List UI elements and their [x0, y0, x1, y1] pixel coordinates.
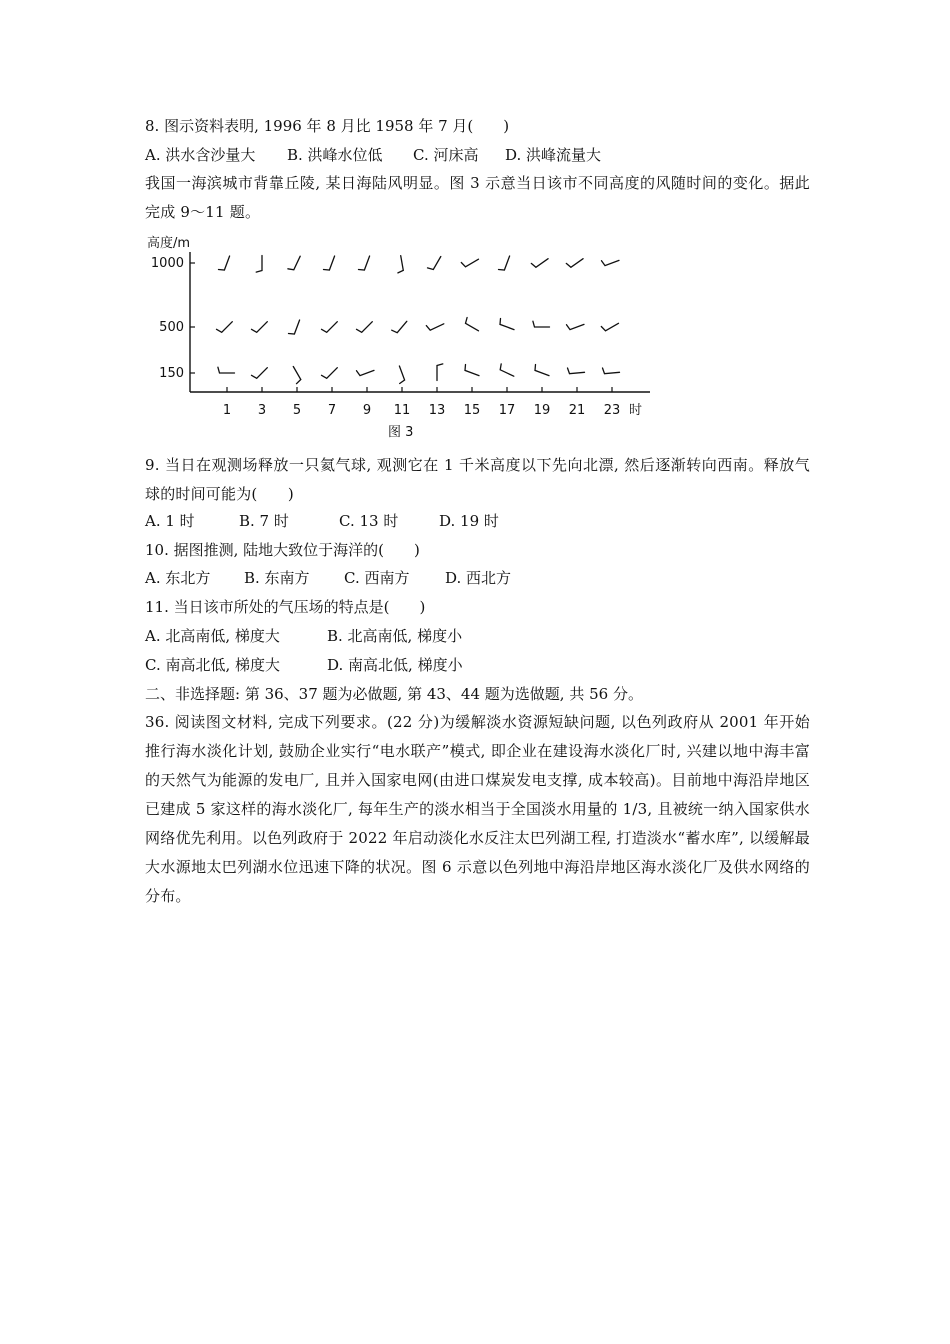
- q11-option-a: A. 北高南低, 梯度大: [145, 627, 280, 645]
- x-tick-label: 3: [257, 403, 267, 418]
- x-axis-unit: 时: [629, 403, 643, 418]
- q10-option-c: C. 西南方: [344, 569, 410, 587]
- wind-barb: [461, 259, 478, 267]
- wind-barb: [601, 323, 618, 331]
- q9-stem: 9. 当日在观测场释放一只氦气球, 观测它在 1 千米高度以下先向北漂, 然后逐渐转向西南。释放气球的时间可能为( ): [145, 456, 810, 503]
- y-tick-label: 150: [159, 366, 184, 381]
- wind-barb: [466, 318, 479, 331]
- wind-barb: [465, 365, 479, 376]
- figure-3-wind-chart: [145, 230, 665, 445]
- wind-barb: [392, 321, 407, 332]
- y-tick-label: 1000: [150, 256, 184, 271]
- q10-option-d: D. 西北方: [445, 569, 512, 587]
- figure-caption: 图 3: [388, 425, 414, 440]
- wind-barb: [531, 259, 548, 268]
- x-tick-label: 21: [568, 403, 586, 418]
- wind-barb: [603, 368, 620, 374]
- x-tick-label: 13: [428, 403, 446, 418]
- wind-barb: [252, 322, 268, 333]
- wind-barb: [219, 256, 230, 270]
- q36-text: 36. 阅读图文材料, 完成下列要求。(22 分)为缓解淡水资源短缺问题, 以色列政府从 2001 年开始推行海水淡化计划, 鼓励企业实行“电水联产”模式, 即企业在建设海水淡化厂时, 兴建以地中海丰富的天然气为能源的发电厂, 且并入国家电网(由进口煤炭发电支撑, 成本较高)。目前地中海沿岸地区已建成 5 家这样的海水淡化厂, 每年生产的淡水相当于全国淡水用量的 1/3, 且被统一纳入国家供水网络优先利用。以色列政府于 2022 年启动淡化水反注太巴列湖工程, 打造淡水“蓄水库”, 以缓解最大水源地太巴列湖水位迅速下降的状况。图 6 示意以色列地中海沿岸地区海水淡化厂及供水网络的分布。: [145, 713, 810, 905]
- q11-options-row1: [145, 626, 462, 646]
- wind-barb: [500, 364, 514, 376]
- q8-stem: 8. 图示资料表明, 1996 年 8 月比 1958 年 7 月( ): [145, 117, 510, 135]
- q10-options: [145, 568, 511, 588]
- q11-stem: 11. 当日该市所处的气压场的特点是( ): [145, 598, 426, 616]
- wind-barb: [533, 321, 550, 327]
- wind-barb: [500, 319, 514, 330]
- wind-barb: [322, 368, 338, 379]
- q8-option-b: B. 洪峰水位低: [287, 146, 383, 164]
- wind-barb: [357, 370, 375, 375]
- x-tick-label: 9: [362, 403, 372, 418]
- wind-barb: [217, 322, 233, 333]
- x-tick-label: 17: [498, 403, 516, 418]
- wind-barb: [568, 368, 585, 374]
- wind-barb: [499, 256, 510, 270]
- y-tick-label: 500: [159, 320, 184, 335]
- wind-barb: [322, 322, 338, 333]
- wind-barb: [398, 256, 403, 273]
- q8-option-a: A. 洪水含沙量大: [145, 146, 256, 164]
- q9-option-a: A. 1 时: [145, 512, 195, 530]
- wind-barb: [218, 367, 235, 373]
- q11-option-d: D. 南高北低, 梯度小: [327, 656, 463, 674]
- wind-barb: [566, 259, 583, 268]
- q11-options-row2: [145, 655, 463, 675]
- wind-barb: [428, 257, 441, 270]
- q9-option-c: C. 13 时: [339, 512, 399, 530]
- x-tick-label: 1: [222, 403, 232, 418]
- x-tick-label: 11: [393, 403, 411, 418]
- q10-stem: 10. 据图推测, 陆地大致位于海洋的( ): [145, 541, 420, 559]
- q8-options: [145, 145, 601, 165]
- q9-options: [145, 511, 499, 531]
- wind-barb: [359, 256, 370, 270]
- wind-barb: [437, 364, 443, 381]
- intro-9-11: 我国一海滨城市背靠丘陵, 某日海陆风明显。图 3 示意当日该市不同高度的风随时间的变化。据此完成 9～11 题。: [145, 174, 810, 221]
- wind-barb: [289, 320, 300, 334]
- x-tick-label: 15: [463, 403, 481, 418]
- q10-option-a: A. 东北方: [145, 569, 211, 587]
- wind-barb: [288, 256, 300, 270]
- q11-option-b: B. 北高南低, 梯度小: [327, 627, 463, 645]
- x-tick-label: 7: [327, 403, 337, 418]
- wind-barb: [252, 368, 268, 379]
- wind-barb: [324, 256, 335, 270]
- q9-option-d: D. 19 时: [439, 512, 499, 530]
- section-2-heading: 二、非选择题: 第 36、37 题为必做题, 第 43、44 题为选做题, 共 56 分。: [145, 685, 643, 703]
- wind-barb: [357, 322, 373, 333]
- y-ticks: [151, 256, 195, 381]
- wind-barb: [535, 365, 549, 376]
- x-tick-label: 23: [603, 403, 621, 418]
- x-tick-label: 5: [292, 403, 302, 418]
- wind-barb: [567, 324, 585, 329]
- wind-barb: [426, 324, 444, 330]
- wind-barb: [256, 256, 262, 273]
- q11-option-c: C. 南高北低, 梯度大: [145, 656, 281, 674]
- wind-barb: [293, 367, 301, 384]
- y-axis-label: 高度/m: [147, 236, 191, 251]
- q10-option-b: B. 东南方: [244, 569, 310, 587]
- q8-option-d: D. 洪峰流量大: [505, 146, 602, 164]
- wind-barb: [399, 366, 404, 384]
- q8-option-c: C. 河床高: [413, 146, 479, 164]
- wind-barb: [602, 260, 620, 265]
- wind-barbs: [217, 256, 620, 384]
- q9-option-b: B. 7 时: [239, 512, 289, 530]
- x-tick-label: 19: [533, 403, 551, 418]
